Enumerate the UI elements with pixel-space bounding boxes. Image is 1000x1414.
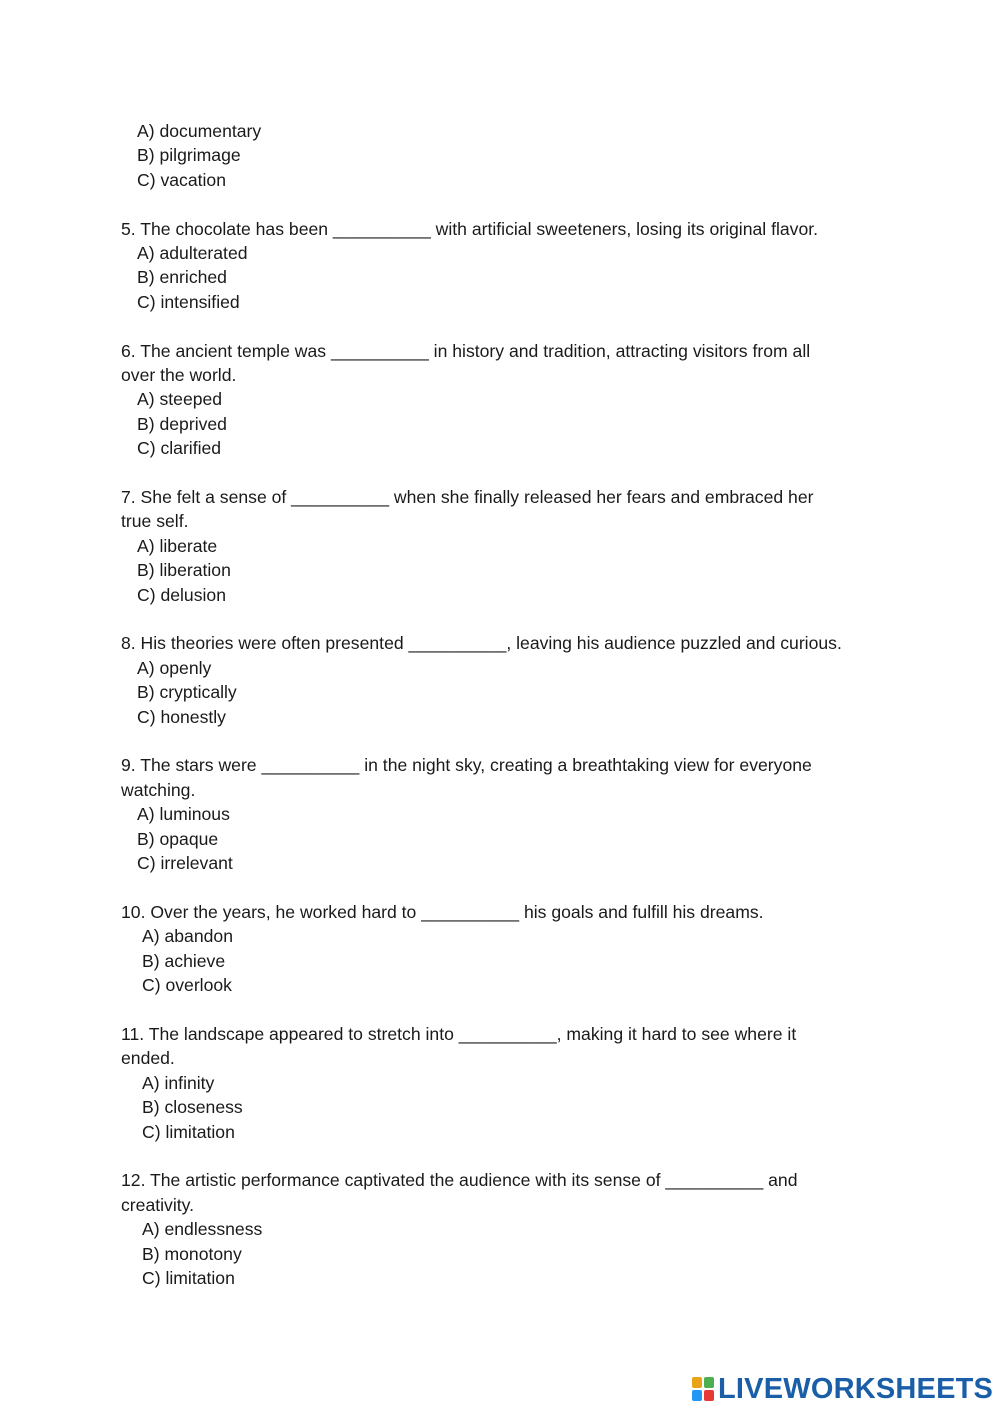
question-8 — [121, 631, 891, 729]
question-4-options — [121, 119, 891, 192]
question-text-continued: creativity. — [121, 1194, 194, 1215]
option[interactable]: A) abandon — [142, 926, 233, 947]
option[interactable]: B) deprived — [137, 413, 227, 434]
option[interactable]: A) infinity — [142, 1072, 215, 1093]
question-6 — [121, 339, 891, 461]
option[interactable]: C) irrelevant — [137, 853, 233, 874]
option[interactable]: C) limitation — [142, 1121, 235, 1142]
logo-square-3 — [692, 1390, 702, 1401]
question-text-continued: ended. — [121, 1048, 175, 1069]
option[interactable]: C) intensified — [137, 291, 240, 312]
logo-square-1 — [692, 1377, 702, 1388]
option[interactable]: A) endlessness — [142, 1219, 263, 1240]
option[interactable]: A) luminous — [137, 804, 230, 825]
option[interactable]: C) honestly — [137, 706, 226, 727]
option[interactable]: A) adulterated — [137, 243, 248, 264]
option[interactable]: C) delusion — [137, 584, 226, 605]
option[interactable]: C) overlook — [142, 975, 232, 996]
question-12 — [121, 1168, 891, 1290]
logo-text: LIVEWORKSHEETS — [718, 1373, 994, 1405]
option[interactable]: C) clarified — [137, 438, 222, 459]
question-10 — [121, 900, 891, 998]
question-text-continued: true self. — [121, 511, 189, 532]
option[interactable]: B) achieve — [142, 950, 226, 971]
question-11 — [121, 1022, 891, 1144]
question-text: 12. The artistic performance captivated the audience with its sense of __________ and — [121, 1170, 798, 1191]
option[interactable]: B) closeness — [142, 1097, 243, 1118]
question-text: 11. The landscape appeared to stretch into __________, making it hard to see where it — [121, 1023, 797, 1044]
question-text-continued: over the world. — [121, 365, 237, 386]
option[interactable]: B) opaque — [137, 828, 219, 849]
option[interactable]: B) monotony — [142, 1243, 242, 1264]
option[interactable]: B) enriched — [137, 267, 227, 288]
question-text: 8. His theories were often presented __________, leaving his audience puzzled and curious. — [121, 633, 842, 654]
option[interactable]: A) documentary — [137, 121, 262, 141]
question-text: 10. Over the years, he worked hard to __________ his goals and fulfill his dreams. — [121, 901, 764, 922]
question-7 — [121, 485, 891, 607]
worksheet-content — [121, 119, 891, 1290]
option[interactable]: B) pilgrimage — [137, 145, 241, 166]
logo-square-2 — [704, 1377, 714, 1388]
option[interactable]: C) limitation — [142, 1267, 235, 1288]
liveworksheets-logo — [692, 1374, 993, 1404]
question-text-continued: watching. — [121, 779, 196, 800]
option[interactable]: B) liberation — [137, 560, 231, 581]
question-text: 7. She felt a sense of __________ when she finally released her fears and embraced her — [121, 487, 814, 508]
option[interactable]: B) cryptically — [137, 682, 237, 703]
question-text: 6. The ancient temple was __________ in history and tradition, attracting visitors from all — [121, 340, 811, 361]
liveworksheets-logo-icon — [692, 1377, 714, 1401]
option[interactable]: A) steeped — [137, 389, 223, 410]
question-text: 9. The stars were __________ in the night sky, creating a breathtaking view for everyone — [121, 755, 812, 776]
logo-square-4 — [704, 1390, 714, 1401]
question-9 — [121, 753, 891, 875]
question-text: 5. The chocolate has been __________ with artificial sweeteners, losing its original flavor. — [121, 218, 819, 239]
option[interactable]: C) vacation — [137, 169, 226, 190]
option[interactable]: A) openly — [137, 657, 212, 678]
question-5 — [121, 217, 891, 315]
option[interactable]: A) liberate — [137, 535, 218, 556]
